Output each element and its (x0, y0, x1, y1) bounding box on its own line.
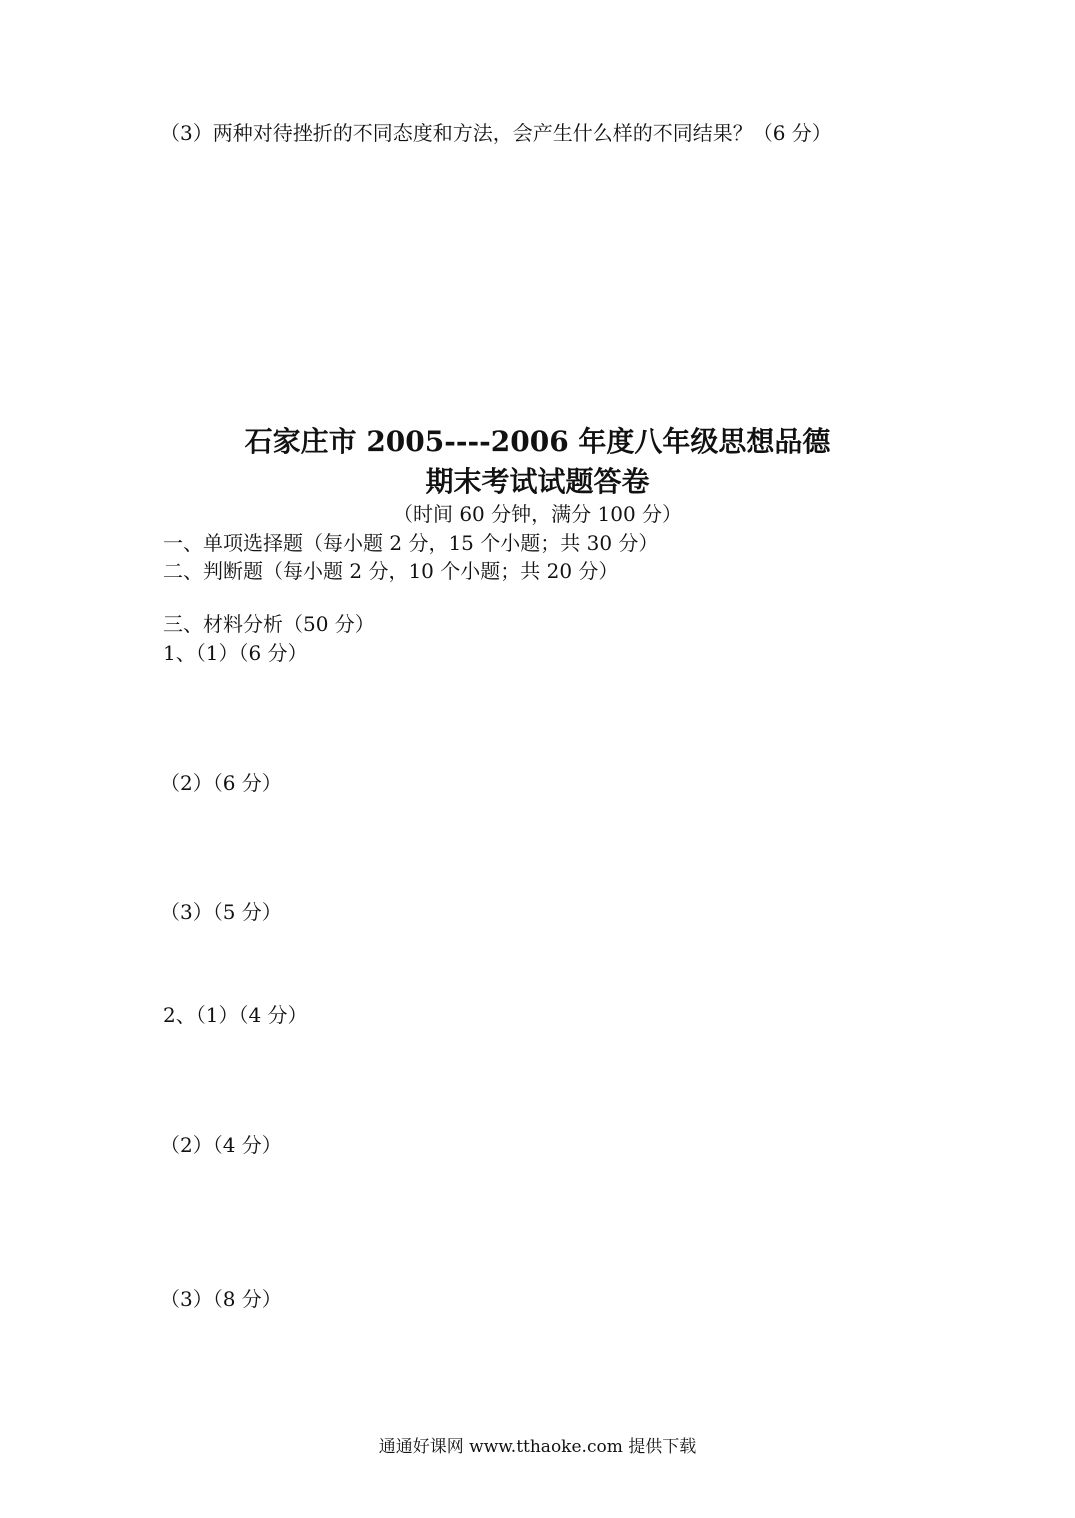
q2-part3: （3）（8 分） (160, 1287, 282, 1311)
footer-source: 通通好课网 www.tthaoke.com 提供下载 (378, 1437, 697, 1457)
q1-part3: （3）（5 分） (160, 900, 282, 924)
page-title: 石家庄市 2005----2006 年度八年级思想品德 (244, 425, 831, 458)
section-true-false: 二、判断题（每小题 2 分，10 个小题；共 20 分） (163, 559, 619, 583)
q1-part2: （2）（6 分） (160, 771, 282, 795)
q2-part2: （2）（4 分） (160, 1133, 282, 1157)
top-question: （3）两种对待挫折的不同态度和方法，会产生什么样的不同结果？（6 分） (160, 121, 832, 145)
q1-part1: 1、（1）（6 分） (163, 641, 308, 665)
section-single-choice: 一、单项选择题（每小题 2 分，15 个小题；共 30 分） (163, 531, 659, 555)
page-subtitle: 期末考试试题答卷 (425, 465, 650, 498)
time-note: （时间 60 分钟，满分 100 分） (392, 502, 683, 526)
section-material-analysis: 三、材料分析（50 分） (163, 612, 375, 636)
q2-part1: 2、（1）（4 分） (163, 1003, 308, 1027)
